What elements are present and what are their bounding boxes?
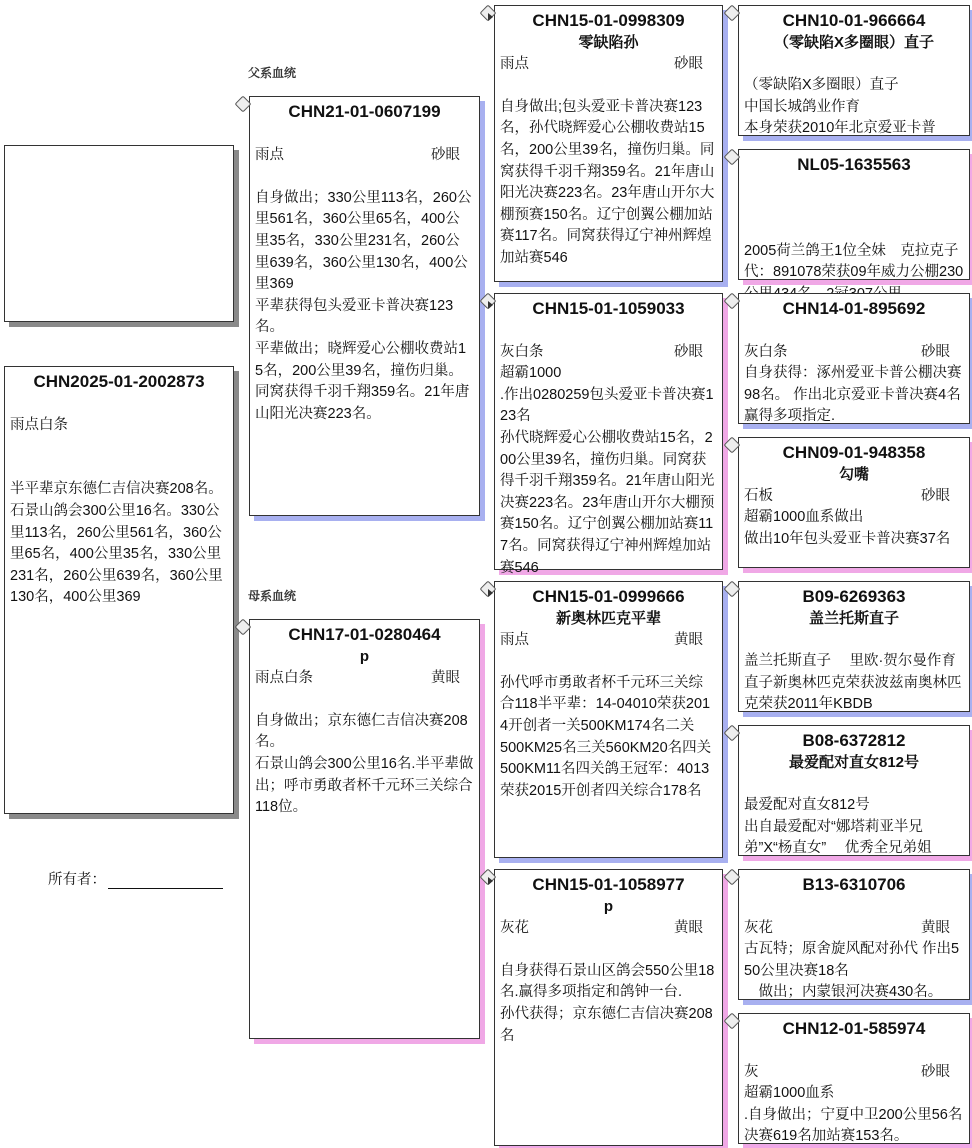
feather-color: 灰花 <box>744 919 773 936</box>
feather-color: 灰白条 <box>744 343 788 360</box>
grandparent-card[interactable] <box>494 581 723 858</box>
achievement-text: 自身做出；330公里113名，260公里561名，360公里65名，400公里35名，330公里231名，260公里639名，360公里130名，400公里369 <box>255 189 472 293</box>
achievement-text: 自身做出;包头爱亚卡普决赛123名，孙代晓辉爱心公棚收费站15名，200公里39名，撞伤归巢。同窝获得千羽千翔359名。21年唐山阳光决赛223名。23年唐山开尔大棚预赛150名。辽宁创翼公棚加站赛117名。同窝获得辽宁神州辉煌加站赛546 <box>500 98 715 266</box>
owner-label: 所有者： <box>48 872 106 888</box>
ring-number: B13-6310706 <box>802 875 906 894</box>
color-eye-row <box>500 630 717 652</box>
pigeon-name: p <box>359 648 370 665</box>
link-arrow-icon <box>488 301 493 309</box>
achievement-text: .作出0280259包头爱亚卡普决赛123名 <box>500 386 714 425</box>
color-eye-row <box>255 145 474 167</box>
pigeon-name: （零缺陷X多圈眼）直子 <box>773 34 934 51</box>
achievement-text: 500KM25名三关560KM20名四关 <box>500 739 712 756</box>
achievement-text <box>500 651 717 673</box>
grandparent-card[interactable] <box>494 5 723 282</box>
ring-number: CHN14-01-895692 <box>782 299 926 318</box>
achievement-text: （零缺陷X多圈眼）直子 <box>744 77 899 94</box>
achievement-text: 石景山鸽会300公里16名.半平辈做出；呼市勇敢者杯千元环三关综合118位。 <box>255 755 474 816</box>
color-eye-row <box>500 54 717 76</box>
color-eye-row <box>744 486 964 508</box>
feather-color: 雨点白条 <box>255 669 313 686</box>
ring-number: CHN21-01-0607199 <box>288 102 441 121</box>
achievement-text: 自身获得：涿州爱亚卡普公棚决赛98名。 作出北京爱亚卡普决赛4名 赢得多项指定. <box>744 365 962 425</box>
great-grandparent-card[interactable] <box>738 869 970 1000</box>
achievement-text: 500KM11名四关鸽王冠军：4013荣获2015开创者四关综合178名 <box>500 761 710 799</box>
ring-number: CHN15-01-1059033 <box>532 299 685 318</box>
great-grandparent-card[interactable] <box>738 1013 970 1144</box>
feather-color: 灰花 <box>500 919 529 936</box>
great-grandparent-card[interactable] <box>738 149 970 280</box>
achievement-text: 古瓦特；原舍旋风配对孙代 作出550公里决赛18名 <box>744 941 960 979</box>
eye-type: 砂眼 <box>674 343 703 360</box>
ring-number: CHN15-01-1058977 <box>532 875 685 894</box>
achievement-text <box>255 166 474 188</box>
feather-color: 雨点 <box>255 146 284 163</box>
feather-color: 雨点 <box>500 55 529 72</box>
pigeon-name: p <box>603 898 614 915</box>
achievement-text <box>500 75 717 97</box>
ring-number: CHN2025-01-2002873 <box>33 372 205 391</box>
dam-card[interactable] <box>249 619 480 1039</box>
eye-type: 砂眼 <box>921 1063 950 1080</box>
pigeon-name <box>10 393 228 415</box>
eye-type: 黄眼 <box>921 919 950 936</box>
achievement-text: 超霸1000血系做出 <box>744 509 864 526</box>
achievement-text: 超霸1000血系 <box>744 1085 835 1102</box>
color-eye-row <box>744 630 964 652</box>
achievement-text: 自身做出；京东德仁吉信决赛208名。 <box>255 712 468 751</box>
pigeon-name: 盖兰托斯直子 <box>808 610 899 627</box>
pigeon-name: 新奥林匹克平辈 <box>555 610 661 627</box>
color-eye-row <box>744 342 964 364</box>
ring-number: NL05-1635563 <box>797 155 911 174</box>
pigeon-name <box>500 320 717 342</box>
color-eye-row <box>744 54 964 76</box>
achievement-text: 平辈做出；晓辉爱心公棚收费站15名，200公里39名，撞伤归巢。同窝获得千羽千翔359名。21年唐山阳光决赛223名。 <box>255 340 470 422</box>
pigeon-name: 最爱配对直女812号 <box>788 754 920 771</box>
achievement-text: 2005荷兰鸽王1位全妹 克拉克子代：891078荣获09年威力公棚230 <box>744 242 964 281</box>
great-grandparent-card[interactable] <box>738 293 970 424</box>
color-eye-row <box>744 198 964 220</box>
pigeon-name <box>744 1040 964 1062</box>
achievement-text: 孙代呼市勇敢者杯千元环三关综合118半平辈：14-04010荣获2014开创者一关500KM174名二关 <box>500 674 711 734</box>
feather-color: 灰 <box>744 1063 759 1080</box>
achievement-text: .自身做出；宁夏中卫200公里56名决赛619名加站赛153名。 <box>744 1106 963 1145</box>
owner-input[interactable] <box>108 872 223 889</box>
achievement-text: 出自最爱配对“娜塔莉亚半兄弟”X“杨直女” 优秀全兄弟姐 <box>744 818 932 857</box>
feather-color: 石板 <box>744 487 773 504</box>
great-grandparent-card[interactable] <box>738 437 970 568</box>
color-eye-row <box>744 1062 964 1084</box>
color-eye-row <box>10 415 228 437</box>
sire-line-label: 父系血统 <box>248 66 297 80</box>
sire-card[interactable] <box>249 96 480 516</box>
eye-type: 砂眼 <box>921 343 950 360</box>
eye-type: 黄眼 <box>674 919 703 936</box>
great-grandparent-card[interactable] <box>738 725 970 856</box>
link-arrow-icon <box>488 589 493 597</box>
link-arrow-icon <box>488 877 493 885</box>
ring-number: CHN10-01-966664 <box>782 11 926 30</box>
link-arrow-icon <box>488 13 493 21</box>
achievement-text <box>255 689 474 711</box>
feather-color: 雨点白条 <box>10 416 68 433</box>
dam-line-label: 母系血统 <box>248 589 297 603</box>
ring-number: CHN09-01-948358 <box>782 443 926 462</box>
ring-number: CHN12-01-585974 <box>782 1019 926 1038</box>
ring-number: CHN15-01-0998309 <box>532 11 685 30</box>
color-eye-row <box>744 774 964 796</box>
grandparent-card[interactable] <box>494 869 723 1146</box>
pigeon-name: 勾嘴 <box>838 466 869 483</box>
great-grandparent-card[interactable] <box>738 5 970 136</box>
achievement-text <box>10 436 228 458</box>
achievement-text: 做出；内蒙银河决赛430名。 <box>744 984 943 1001</box>
pigeon-name <box>744 896 964 918</box>
achievement-text: 中国长城鸽业作育 <box>744 98 860 115</box>
achievement-text: 半平辈京东德仁吉信决赛208名。石景山鸽会300公里16名。330公里113名，260公里561名，360公里65名，400公里35名，330公里231名，260公里639名，360公里130名，400公里369 <box>10 481 223 606</box>
achievement-text <box>10 458 228 480</box>
achievement-text: 本身荣获2010年北京爱亚卡普 <box>744 120 936 137</box>
achievement-text: 孙代晓辉爱心公棚收费站15名，200公里39名，撞伤归巢。同窝获得千羽千翔359名。21年唐山阳光决赛223名。23年唐山开尔大棚预赛150名。辽宁创翼公棚加站赛117名。同窝获得辽宁神州辉煌加站赛546 <box>500 429 715 576</box>
eye-type: 砂眼 <box>674 55 703 72</box>
achievement-text: 平辈获得包头爱亚卡普决赛123名。 <box>255 297 454 336</box>
achievement-text: 自身获得石景山区鸽会550公里18名.赢得多项指定和鸽钟一台. <box>500 962 715 1001</box>
ring-number: B09-6269363 <box>802 587 906 606</box>
ring-number: B08-6372812 <box>802 731 906 750</box>
achievement-text: 盖兰托斯直子 里欧·贺尔曼作育直子新奥林匹克荣获波兹南奥林匹克荣获2011年KBDB <box>744 653 962 713</box>
grandparent-card[interactable] <box>494 293 723 576</box>
achievement-text: 最爱配对直女812号 <box>744 797 870 814</box>
color-eye-row <box>744 918 964 940</box>
pigeon-name <box>744 176 964 198</box>
achievement-text: 孙代获得；京东德仁吉信决赛208名 <box>500 1005 713 1044</box>
achievement-text: 超霸1000 <box>500 365 562 382</box>
pigeon-name <box>255 123 474 145</box>
eye-type: 砂眼 <box>431 146 460 163</box>
main-pigeon-card[interactable] <box>4 366 234 814</box>
eye-type: 砂眼 <box>921 487 950 504</box>
eye-type: 黄眼 <box>674 631 703 648</box>
feather-color: 灰白条 <box>500 343 544 360</box>
ring-number: CHN15-01-0999666 <box>532 587 685 606</box>
ring-number: CHN17-01-0280464 <box>288 625 441 644</box>
color-eye-row <box>500 918 717 940</box>
owner-field <box>48 868 223 889</box>
achievement-text <box>500 939 717 961</box>
achievement-text: 做出10年包头爱亚卡普决赛37名 <box>744 530 951 547</box>
color-eye-row <box>500 342 717 364</box>
great-grandparent-card[interactable] <box>738 581 970 712</box>
pigeon-name: 零缺陷孙 <box>578 34 639 51</box>
feather-color: 雨点 <box>500 631 529 648</box>
achievement-text <box>744 219 964 241</box>
pigeon-name <box>744 320 964 342</box>
photo-placeholder[interactable] <box>4 145 234 322</box>
eye-type: 黄眼 <box>431 669 460 686</box>
color-eye-row <box>255 668 474 690</box>
